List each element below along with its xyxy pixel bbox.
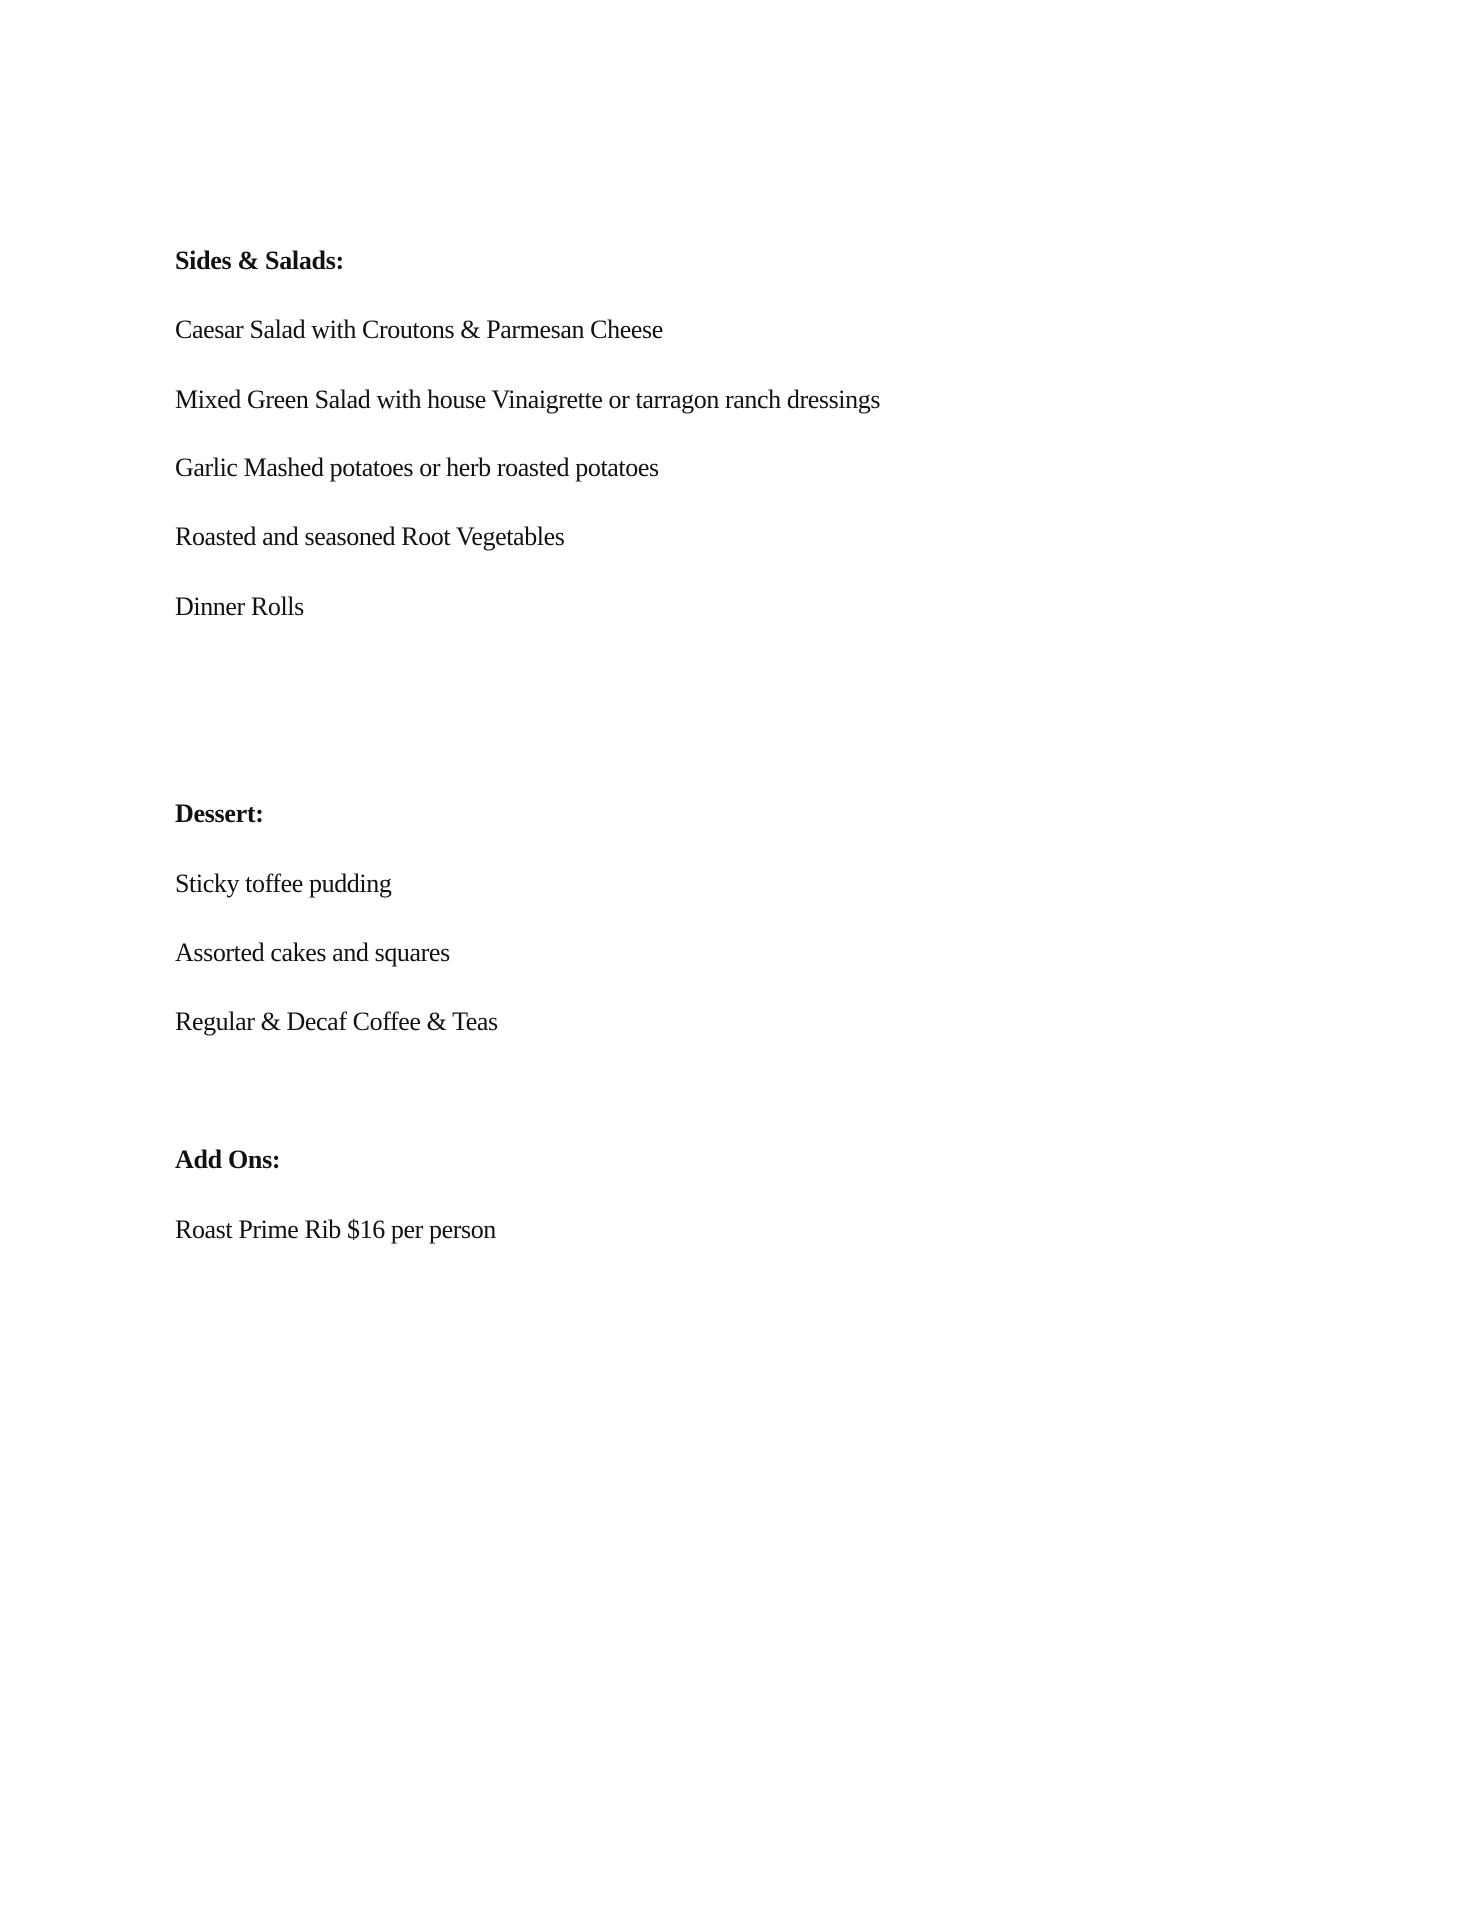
menu-item: Sticky toffee pudding [175, 869, 392, 898]
menu-item: Caesar Salad with Croutons & Parmesan Cheese [175, 315, 663, 344]
menu-item: Roast Prime Rib $16 per person [175, 1215, 496, 1244]
menu-item: Regular & Decaf Coffee & Teas [175, 1007, 498, 1036]
menu-item: Dinner Rolls [175, 592, 304, 621]
section-heading: Add Ons: [175, 1145, 281, 1174]
section-heading: Sides & Salads: [175, 246, 344, 275]
menu-item: Roasted and seasoned Root Vegetables [175, 522, 565, 551]
menu-item: Mixed Green Salad with house Vinaigrette or tarragon ranch dressings [175, 385, 881, 414]
section-heading: Dessert: [175, 799, 264, 828]
menu-item: Assorted cakes and squares [175, 938, 450, 967]
menu-item: Garlic Mashed potatoes or herb roasted potatoes [175, 453, 659, 482]
